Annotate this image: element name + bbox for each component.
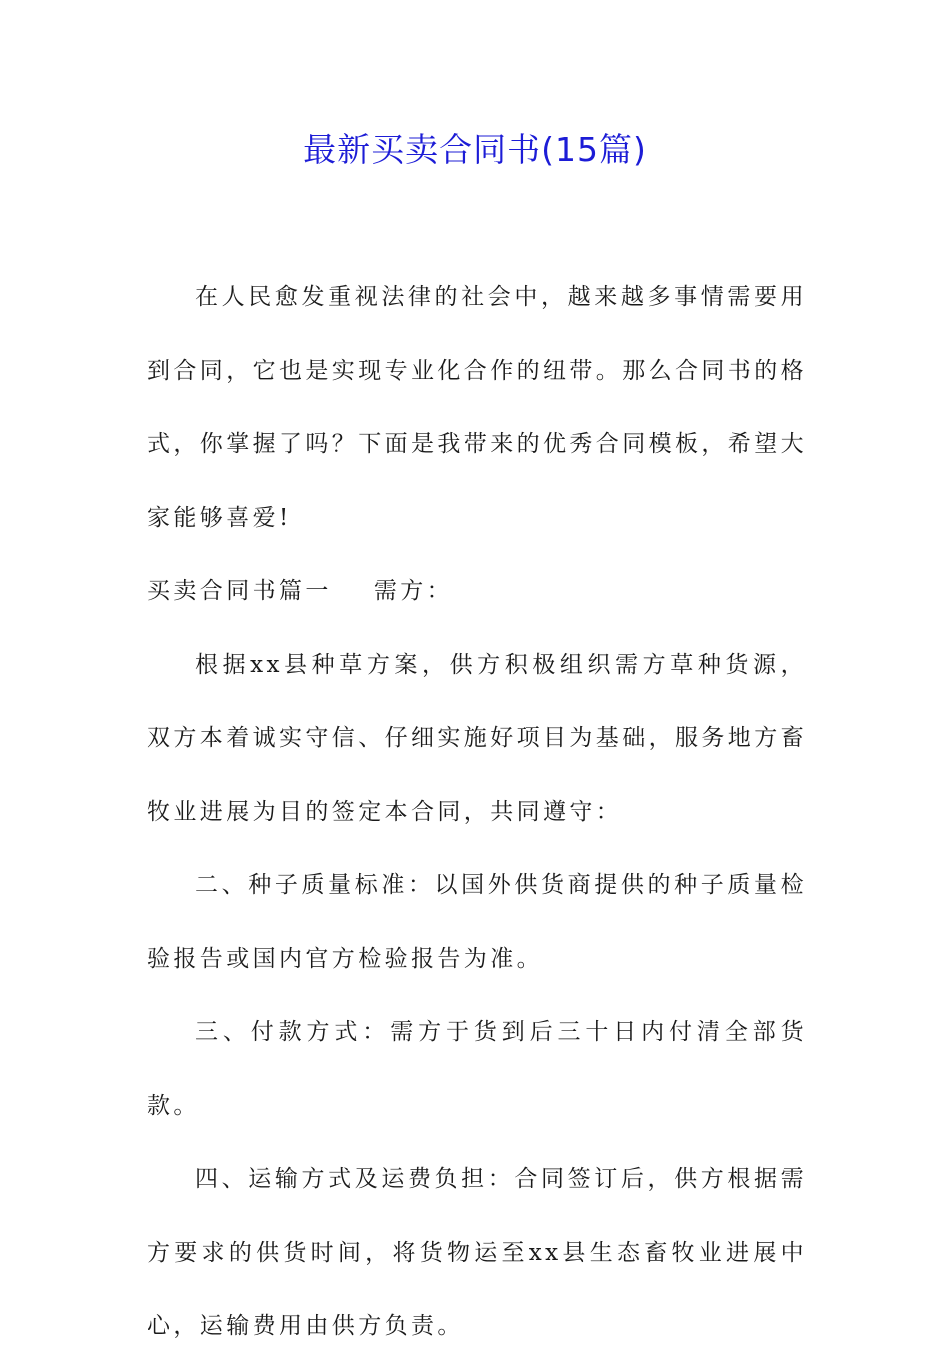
- section-heading-line: [147, 555, 807, 629]
- clause-basis-paragraph: 根据xx县种草方案，供方积极组织需方草种货源，双方本着诚实守信、仔细实施好项目为基础，服务地方畜牧业进展为目的签定本合同，共同遵守：: [147, 651, 807, 825]
- party-label: 需方：: [373, 578, 454, 604]
- section-heading: 买卖合同书篇一: [147, 578, 332, 604]
- document-title: 最新买卖合同书(15篇): [303, 130, 647, 169]
- clause-3-paragraph: 三、付款方式：需方于货到后三十日内付清全部货款。: [147, 1019, 807, 1119]
- clause-2-paragraph: 二、种子质量标准：以国外供货商提供的种子质量检验报告或国内官方检验报告为准。: [147, 872, 807, 972]
- intro-paragraph: 在人民愈发重视法律的社会中，越来越多事情需要用到合同，它也是实现专业化合作的纽带。那么合同书的格式，你掌握了吗？下面是我带来的优秀合同模板，希望大家能够喜爱!: [147, 284, 807, 531]
- document-body: [147, 261, 807, 1364]
- clause-4-paragraph: 四、运输方式及运费负担：合同签订后，供方根据需方要求的供货时间，将货物运至xx县生态畜牧业进展中心，运输费用由供方负责。: [147, 1166, 807, 1339]
